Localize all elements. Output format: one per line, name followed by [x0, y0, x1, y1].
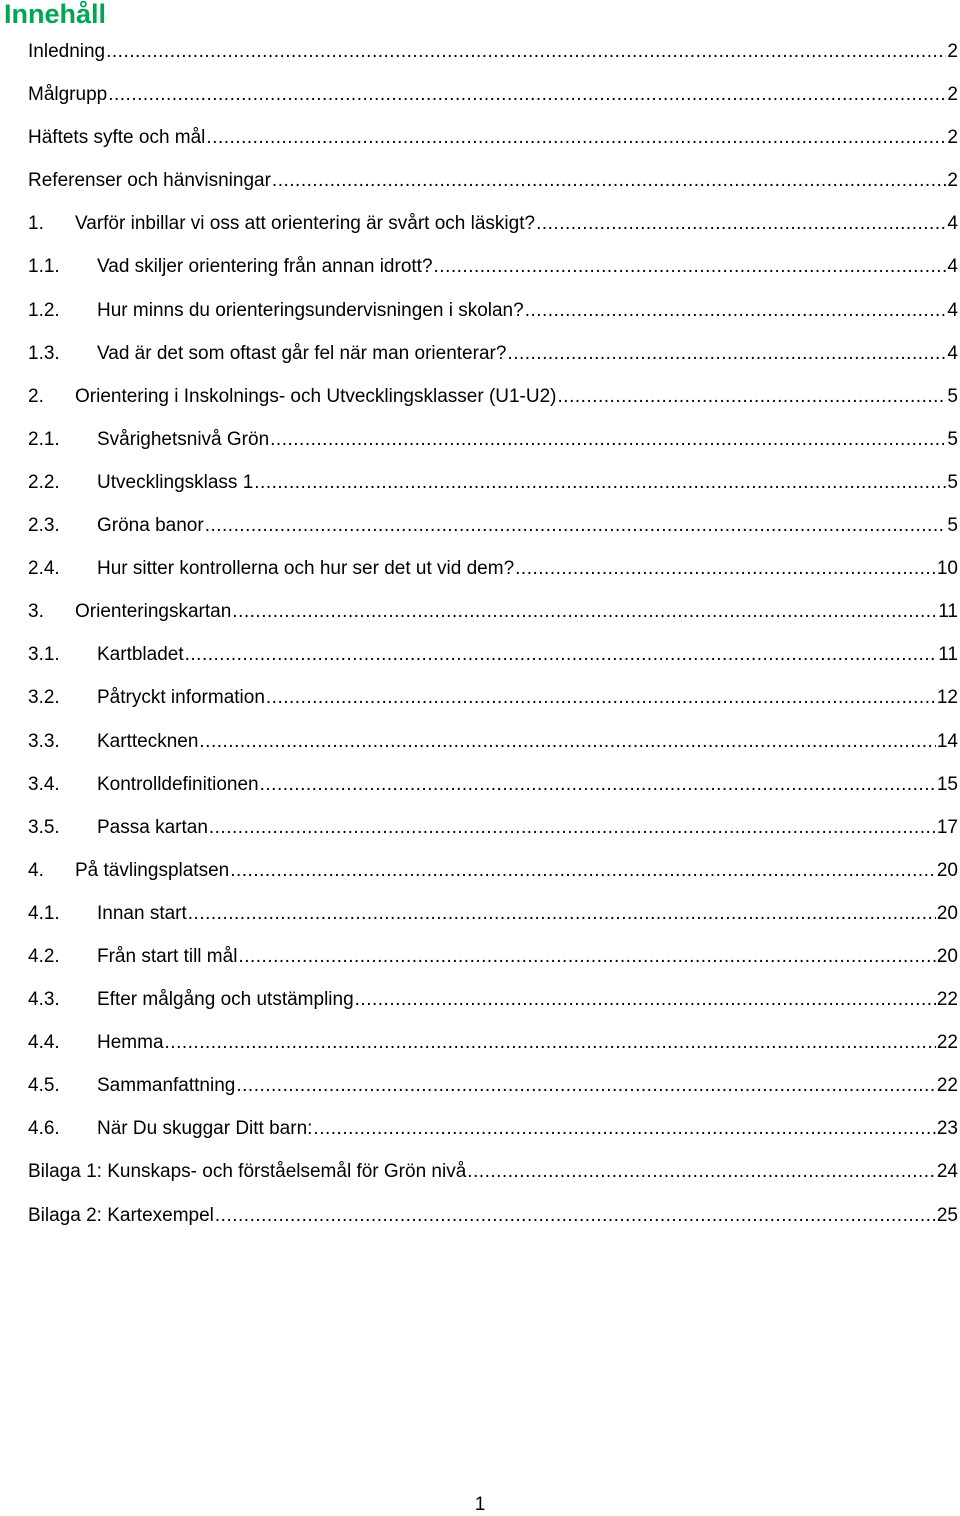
toc-entry-page: 20: [936, 859, 958, 881]
toc-entry-title[interactable]: Bilaga 1: Kunskaps- och förståelsemål för Grön nivå: [28, 1161, 467, 1183]
toc-entry-number: 1.2.: [28, 299, 60, 321]
toc-entry-page: 15: [936, 773, 958, 795]
toc-entry-number: 2.4.: [28, 558, 60, 580]
toc-entry[interactable]: [28, 892, 958, 935]
toc-entry-page: 2: [947, 84, 958, 106]
toc-entry-number: 4.1.: [28, 902, 60, 924]
toc-entry[interactable]: [28, 763, 958, 806]
toc-dot-leader: [558, 375, 947, 418]
toc-entry[interactable]: [28, 1194, 958, 1237]
toc-entry-number: 2.2.: [28, 471, 60, 493]
page-number: 1: [474, 1494, 486, 1515]
toc-entry-page: 4: [947, 256, 958, 278]
toc-entry-title[interactable]: Kontrolldefinitionen: [97, 773, 259, 795]
toc-entry[interactable]: [28, 720, 958, 763]
toc-entry-title[interactable]: När Du skuggar Ditt barn:: [97, 1118, 313, 1140]
toc-entry-page: 4: [947, 342, 958, 364]
toc-entry-page: 20: [936, 945, 958, 967]
toc-entry-number: 4.6.: [28, 1118, 60, 1140]
toc-dot-leader: [515, 547, 936, 590]
toc-entry-page: 25: [936, 1204, 958, 1226]
toc-entry-title[interactable]: Från start till mål: [97, 945, 238, 967]
toc-entry-number: 3.: [28, 601, 44, 623]
toc-entry-page: 22: [936, 1032, 958, 1054]
toc-dot-leader: [230, 849, 936, 892]
toc-entry-number: 1.1.: [28, 256, 60, 278]
toc-entry-title[interactable]: Gröna banor: [97, 515, 204, 537]
toc-entry-number: 3.5.: [28, 816, 60, 838]
toc-entry-page: 20: [936, 902, 958, 924]
toc-entry-page: 2: [947, 170, 958, 192]
toc-entry[interactable]: [28, 978, 958, 1021]
toc-entry-page: 5: [947, 471, 958, 493]
toc-entry-title[interactable]: Orientering i Inskolnings- och Utvecklingsklasser (U1-U2): [75, 385, 557, 407]
toc-dot-leader: [188, 892, 936, 935]
toc-dot-leader: [525, 289, 947, 332]
toc-entry-title[interactable]: Påtryckt information: [97, 687, 265, 709]
toc-dot-leader: [209, 806, 936, 849]
toc-entry-page: 2: [947, 41, 958, 62]
toc-entry-title[interactable]: Målgrupp: [28, 84, 108, 106]
toc-dot-leader: [238, 935, 935, 978]
toc-entry-title[interactable]: Sammanfattning: [97, 1075, 236, 1097]
toc-dot-leader: [507, 332, 946, 375]
toc-entry[interactable]: [28, 73, 958, 116]
toc-dot-leader: [266, 676, 936, 719]
toc-entry[interactable]: [28, 332, 958, 375]
toc-entry-number: 1.: [28, 213, 44, 235]
toc-entry-number: 4.: [28, 859, 44, 881]
toc-entry-page: 12: [936, 687, 958, 709]
toc-entry-title[interactable]: Häftets syfte och mål: [28, 127, 206, 149]
toc-dot-leader: [355, 978, 936, 1021]
toc-entry-title[interactable]: Hur minns du orienteringsundervisningen i skolan?: [97, 299, 524, 321]
toc-entry-page: 4: [947, 213, 958, 235]
toc-entry-title[interactable]: Vad är det som oftast går fel när man orienterar?: [97, 342, 507, 364]
toc-entry-number: 3.1.: [28, 644, 60, 666]
toc-entry-title[interactable]: Efter målgång och utstämpling: [97, 989, 354, 1011]
toc-entry[interactable]: [28, 849, 958, 892]
toc-entry[interactable]: [28, 30, 958, 73]
toc-entry[interactable]: [28, 1150, 958, 1193]
table-of-contents: [28, 30, 958, 1237]
toc-entry[interactable]: [28, 633, 958, 676]
toc-dot-leader: [205, 504, 947, 547]
toc-entry-number: 1.3.: [28, 342, 60, 364]
toc-entry-title[interactable]: Hur sitter kontrollerna och hur ser det ut vid dem?: [97, 558, 515, 580]
toc-entry-title[interactable]: Referenser och hänvisningar: [28, 170, 271, 192]
toc-entry-title[interactable]: Bilaga 2: Kartexempel: [28, 1204, 214, 1226]
toc-dot-leader: [272, 159, 947, 202]
toc-entry[interactable]: [28, 461, 958, 504]
toc-entry-number: 3.3.: [28, 730, 60, 752]
toc-entry-page: 4: [947, 299, 958, 321]
toc-entry[interactable]: [28, 806, 958, 849]
toc-dot-leader: [260, 763, 936, 806]
toc-entry-page: 24: [936, 1161, 958, 1183]
toc-entry-title[interactable]: Karttecknen: [97, 730, 199, 752]
toc-entry-page: 17: [936, 816, 958, 838]
toc-entry-number: 4.4.: [28, 1032, 60, 1054]
toc-entry[interactable]: [28, 935, 958, 978]
toc-dot-leader: [232, 590, 937, 633]
toc-entry-page: 5: [947, 515, 958, 537]
toc-dot-leader: [467, 1150, 936, 1193]
toc-entry-number: 4.2.: [28, 945, 60, 967]
toc-dot-leader: [106, 30, 946, 73]
toc-dot-leader: [236, 1064, 936, 1107]
toc-entry[interactable]: [28, 418, 958, 461]
toc-entry-number: 3.4.: [28, 773, 60, 795]
toc-entry-page: 5: [947, 428, 958, 450]
toc-entry-title[interactable]: Passa kartan: [97, 816, 208, 838]
toc-entry[interactable]: [28, 676, 958, 719]
toc-dot-leader: [199, 720, 935, 763]
toc-entry-title[interactable]: Hemma: [97, 1032, 164, 1054]
toc-entry-title[interactable]: Orienteringskartan: [75, 601, 232, 623]
toc-dot-leader: [313, 1107, 935, 1150]
toc-entry-number: 3.2.: [28, 687, 60, 709]
toc-entry[interactable]: [28, 116, 958, 159]
toc-entry[interactable]: [28, 1021, 958, 1064]
toc-entry-page: 22: [936, 989, 958, 1011]
toc-entry-number: 2.: [28, 385, 44, 407]
toc-entry[interactable]: [28, 547, 958, 590]
toc-entry-title[interactable]: Svårighetsnivå Grön: [97, 428, 270, 450]
toc-entry[interactable]: [28, 1064, 958, 1107]
toc-entry-page: 11: [938, 601, 958, 623]
toc-entry-page: 22: [936, 1075, 958, 1097]
toc-entry-title[interactable]: Varför inbillar vi oss att orientering är svårt och läskigt?: [75, 213, 536, 235]
toc-dot-leader: [270, 418, 946, 461]
toc-dot-leader: [215, 1194, 936, 1237]
toc-dot-leader: [536, 202, 946, 245]
toc-dot-leader: [254, 461, 946, 504]
toc-entry-title[interactable]: Utvecklingsklass 1: [97, 471, 254, 493]
toc-entry[interactable]: [28, 1107, 958, 1150]
toc-entry-number: 2.3.: [28, 515, 60, 537]
toc-entry-page: 2: [947, 127, 958, 149]
toc-entry-page: 14: [936, 730, 958, 752]
toc-entry[interactable]: [28, 245, 958, 288]
toc-heading: Innehåll: [4, 0, 107, 29]
toc-entry-title[interactable]: På tävlingsplatsen: [75, 859, 230, 881]
toc-entry-number: 2.1.: [28, 428, 60, 450]
toc-entry[interactable]: [28, 590, 958, 633]
toc-entry-title[interactable]: Innan start: [97, 902, 187, 924]
toc-entry-page: 23: [936, 1118, 958, 1140]
toc-entry[interactable]: [28, 289, 958, 332]
toc-entry-title[interactable]: Inledning: [28, 41, 106, 62]
toc-dot-leader: [434, 245, 947, 288]
toc-entry-title[interactable]: Kartbladet: [97, 644, 184, 666]
toc-dot-leader: [206, 116, 946, 159]
toc-entry[interactable]: [28, 159, 958, 202]
toc-dot-leader: [185, 633, 938, 676]
toc-dot-leader: [165, 1021, 936, 1064]
toc-entry-title[interactable]: Vad skiljer orientering från annan idrott?: [97, 256, 433, 278]
toc-entry-number: 4.5.: [28, 1075, 60, 1097]
toc-entry-number: 4.3.: [28, 989, 60, 1011]
toc-entry[interactable]: [28, 202, 958, 245]
toc-entry-page: 10: [936, 558, 958, 580]
toc-entry[interactable]: [28, 375, 958, 418]
toc-entry-page: 11: [938, 644, 958, 666]
toc-entry-page: 5: [947, 385, 958, 407]
toc-entry[interactable]: [28, 504, 958, 547]
toc-dot-leader: [108, 73, 946, 116]
